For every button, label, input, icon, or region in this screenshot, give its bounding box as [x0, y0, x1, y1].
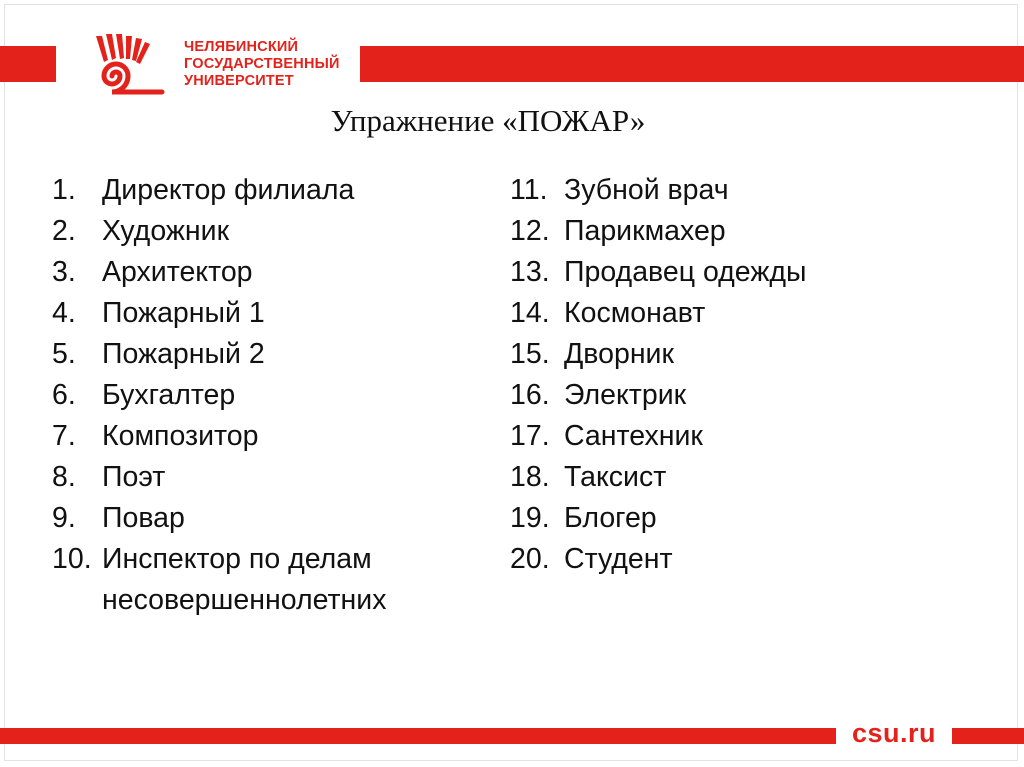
- list-item-text: Блогер: [564, 502, 657, 534]
- list-item: [52, 498, 472, 539]
- list-item-text: Бухгалтер: [102, 379, 236, 411]
- list-item-text: Дворник: [564, 338, 674, 370]
- list-item-text: Повар: [102, 502, 185, 534]
- list-item-text: Электрик: [564, 379, 687, 411]
- footer-site-link[interactable]: csu.ru: [852, 718, 937, 748]
- slide-title: Упражнение «ПОЖАР»: [330, 103, 646, 138]
- list-item: [52, 539, 472, 580]
- list-item-number: 20.: [510, 543, 550, 575]
- list-item-number: 7.: [52, 420, 76, 452]
- list-item-number: 3.: [52, 256, 76, 288]
- list-item-text: Космонавт: [564, 297, 706, 329]
- list-item: [510, 498, 990, 539]
- list-item: [52, 375, 472, 416]
- list-item-text: Пожарный 2: [102, 338, 265, 370]
- list-item: [52, 334, 472, 375]
- list-item-number: 14.: [510, 297, 550, 329]
- university-spiral-logo-icon: [78, 32, 174, 96]
- list-item-text: Поэт: [102, 461, 166, 493]
- list-item-text: Студент: [564, 543, 673, 575]
- list-item: [510, 170, 990, 211]
- list-item-text: Парикмахер: [564, 215, 726, 247]
- list-left: [52, 170, 472, 621]
- list-item-number: 17.: [510, 420, 550, 452]
- list-item-number: 18.: [510, 461, 550, 493]
- list-item-text: Таксист: [564, 461, 667, 493]
- list-item-number: 1.: [52, 174, 76, 206]
- list-item: [52, 170, 472, 211]
- list-item-number: 9.: [52, 502, 76, 534]
- list-item-text: Композитор: [102, 420, 259, 452]
- list-item: [510, 211, 990, 252]
- list-item-number: 15.: [510, 338, 550, 370]
- list-item: [52, 252, 472, 293]
- list-item-number: 10.: [52, 543, 92, 575]
- list-item-text: Продавец одежды: [564, 256, 807, 288]
- list-item-number: 5.: [52, 338, 76, 370]
- university-name-line-1: ЧЕЛЯБИНСКИЙ: [184, 39, 299, 55]
- university-name-line-2: ГОСУДАРСТВЕННЫЙ: [184, 56, 340, 72]
- list-item-text: Пожарный 1: [102, 297, 265, 329]
- list-item-number: 2.: [52, 215, 76, 247]
- list-item: [52, 416, 472, 457]
- university-name: [184, 39, 340, 90]
- list-item: [510, 416, 990, 457]
- list-item-text: Архитектор: [102, 256, 253, 288]
- header-bar-right: [360, 46, 1024, 82]
- list-item-number: 6.: [52, 379, 76, 411]
- list-item: [510, 334, 990, 375]
- list-item: [52, 457, 472, 498]
- list-item-text: Художник: [102, 215, 230, 247]
- list-item-number: 19.: [510, 502, 550, 534]
- footer-bar-left: [0, 728, 836, 744]
- university-name-line-3: УНИВЕРСИТЕТ: [184, 73, 294, 89]
- list-item-text: Инспектор по делам: [102, 543, 372, 575]
- header-bar-left: [0, 46, 56, 82]
- list-item-text: Сантехник: [564, 420, 703, 452]
- list-item: [52, 293, 472, 334]
- list-item-number: 8.: [52, 461, 76, 493]
- footer-bar-right: [952, 728, 1024, 744]
- list-item-number: 13.: [510, 256, 550, 288]
- list-item-continuation: несовершеннолетних: [102, 584, 387, 616]
- list-right: [510, 170, 990, 580]
- list-item-number: 12.: [510, 215, 550, 247]
- list-item: [52, 211, 472, 252]
- list-item-number: 4.: [52, 297, 76, 329]
- list-item: [510, 539, 990, 580]
- list-item-text: Директор филиала: [102, 174, 355, 206]
- list-item: [510, 457, 990, 498]
- list-item-text: Зубной врач: [564, 174, 729, 206]
- list-item: [510, 293, 990, 334]
- list-item: [510, 252, 990, 293]
- list-item: [510, 375, 990, 416]
- list-item-number: 11.: [510, 174, 548, 206]
- list-item-number: 16.: [510, 379, 550, 411]
